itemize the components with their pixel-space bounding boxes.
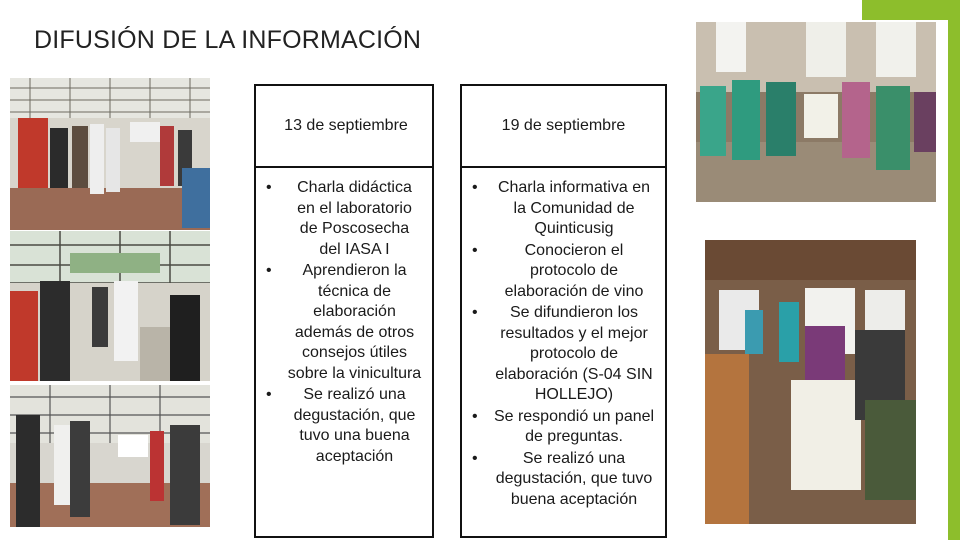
list-item: • Charla didáctica en el laboratorio de Poscosecha del IASA I: [256, 178, 432, 260]
community-photo-2: [705, 240, 916, 524]
lab-photo-1: [10, 78, 210, 230]
list-item: • Se respondió un panel de preguntas.: [462, 407, 665, 448]
list-item: • Aprendieron la técnica de elaboración además de otros consejos útiles sobre la vinicultura: [256, 261, 432, 384]
bullet-list: [256, 178, 432, 468]
column-13-septiembre: [254, 84, 434, 538]
bullet-list: [462, 178, 665, 511]
column-date-header: 19 de septiembre: [462, 86, 665, 168]
list-item: • Charla informativa en la Comunidad de Quinticusig: [462, 178, 665, 240]
slide-title: DIFUSIÓN DE LA INFORMACIÓN: [34, 26, 422, 54]
list-item: • Se realizó una degustación, que tuvo buena aceptación: [462, 449, 665, 511]
column-date-header: 13 de septiembre: [256, 86, 432, 168]
accent-bar-right: [948, 0, 960, 540]
list-item: • Se realizó una degustación, que tuvo una buena aceptación: [256, 385, 432, 467]
community-photo-1: [696, 22, 936, 202]
list-item: • Conocieron el protocolo de elaboración de vino: [462, 241, 665, 303]
column-19-septiembre: [460, 84, 667, 538]
accent-bar-top: [862, 0, 960, 20]
lab-photo-2: [10, 231, 210, 381]
list-item: • Se difundieron los resultados y el mejor protocolo de elaboración (S-04 SIN HOLLEJO): [462, 303, 665, 406]
lab-photo-3: [10, 385, 210, 527]
